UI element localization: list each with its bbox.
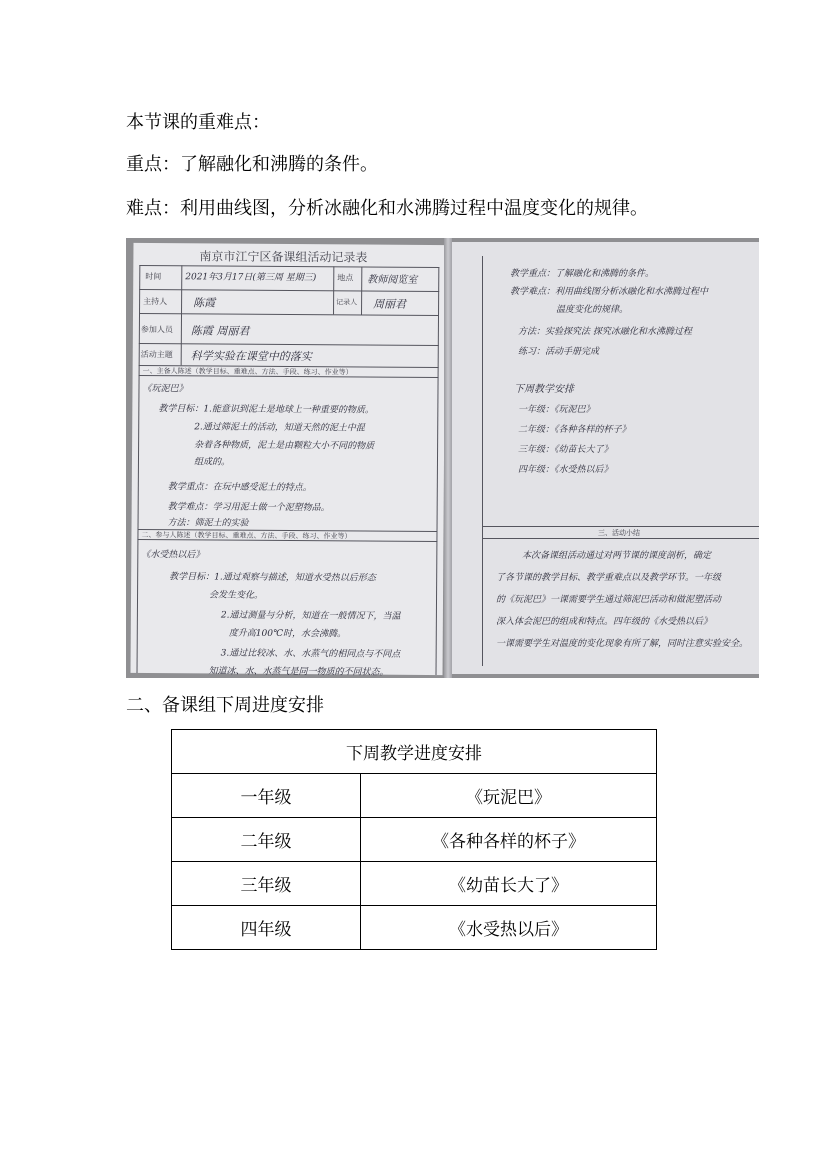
- form-section3: 三、活动小结: [598, 529, 640, 537]
- hand-line: 一年级：《玩泥巴》: [518, 405, 595, 415]
- hand-line: 深入体会泥巴的组成和特点。四年级的《水受热以后》: [496, 617, 713, 627]
- theme-label: 活动主题: [140, 349, 173, 360]
- form-section2: 二、参与人陈述（教学目标、重难点、方法、手段、练习、作业等）: [141, 530, 352, 541]
- hand-line: 三年级：《幼苗长大了》: [518, 445, 613, 455]
- hand-line: 的《玩泥巴》一课需要学生通过筛泥巴活动和做泥塑活动: [496, 595, 722, 605]
- table-row: [172, 862, 657, 906]
- key-point-text: 重点：了解融化和沸腾的条件。: [126, 154, 378, 175]
- lesson-cell: 《水受热以后》: [361, 906, 657, 950]
- hand-line: 教学重点：在玩中感受泥土的特点。: [167, 482, 312, 494]
- hand-line: 会发生变化。: [209, 590, 264, 601]
- hand-line: 教学重点：了解融化和沸腾的条件。: [510, 269, 655, 279]
- hand-line: 练习：活动手册完成: [518, 347, 600, 357]
- time-label: 时间: [145, 271, 162, 282]
- hand-line: 2.通过测量与分析，知道在一般情况下，当温: [220, 610, 401, 622]
- host-label: 主持人: [143, 296, 168, 307]
- hand-line: 教学目标：1.能意识到泥土是地球上一种重要的物质。: [158, 404, 374, 416]
- recorder-value: 周丽君: [373, 297, 407, 311]
- book-gutter: [444, 238, 452, 678]
- hand-line: 教学难点：利用曲线图分析冰融化和水沸腾过程中: [510, 287, 709, 297]
- form-right-page: [452, 242, 759, 674]
- form-section1: 一、主备人陈述（教学目标、重难点、方法、手段、练习、作业等）: [142, 366, 353, 377]
- hand-line: 本次备课组活动通过对两节课的课度剖析，确定: [522, 551, 712, 561]
- hand-line: 二年级：《各种各样的杯子》: [518, 425, 631, 435]
- hand-line: 四年级：《水受热以后》: [518, 465, 613, 475]
- host-value: 陈霞: [193, 296, 216, 310]
- hand-line: 3.通过比较冰、水、水蒸气的相同点与不同点: [220, 648, 401, 660]
- difficulty-text: 难点：利用曲线图，分析冰融化和水沸腾过程中温度变化的规律。: [126, 198, 648, 219]
- grade-cell: 三年级: [172, 862, 361, 906]
- attend-label: 参加人员: [140, 324, 173, 335]
- hand-line: 方法：实验探究法 探究冰融化和水沸腾过程: [518, 327, 692, 337]
- time-value: 2021年3月17日(第三周 星期三): [185, 272, 317, 284]
- theme-value: 科学实验在课堂中的落实: [190, 349, 312, 364]
- hand-line: 知道冰、水、水蒸气是同一物质的不同状态。: [208, 666, 389, 678]
- record-form-photo: [126, 238, 759, 678]
- recorder-label: 记录人: [336, 298, 358, 307]
- hand-line: 教学目标：1.通过观察与描述，知道水受热以后形态: [169, 572, 376, 584]
- hand-line: 组成的。: [193, 457, 231, 468]
- schedule-table: [171, 729, 657, 950]
- hand-line: 了各节课的教学目标、教学重难点以及教学环节。一年级: [496, 573, 722, 583]
- grade-cell: 四年级: [172, 906, 361, 950]
- section-next-week: 二、备课组下周进度安排: [126, 695, 324, 716]
- place-value: 教师阅览室: [367, 274, 418, 286]
- lesson-cell: 《幼苗长大了》: [361, 862, 657, 906]
- form-title: 南京市江宁区备课组活动记录表: [199, 249, 368, 265]
- hand-line: 下周教学安排: [514, 384, 574, 395]
- table-header: 下周教学进度安排: [172, 730, 657, 774]
- hand-line: 方法：筛泥土的实验: [167, 518, 249, 529]
- hand-line: 度升高100℃时，水会沸腾。: [228, 628, 347, 640]
- lesson-cell: 《各种各样的杯子》: [361, 818, 657, 862]
- hand-line: 2.通过筛泥土的活动，知道天然的泥土中混: [194, 422, 365, 434]
- table-row: [172, 774, 657, 818]
- hand-line: 温度变化的规律。: [556, 305, 629, 315]
- heading-key-points: 本节课的重难点：: [126, 112, 270, 133]
- hand-line: 教学难点：学习用泥土做一个泥塑物品。: [167, 502, 330, 514]
- table-header-row: [172, 730, 657, 774]
- attend-value: 陈霞 周丽君: [190, 324, 250, 338]
- lesson-cell: 《玩泥巴》: [361, 774, 657, 818]
- hand-line: 杂着各种物质，泥土是由颗粒大小不同的物质: [194, 440, 375, 452]
- grade-cell: 二年级: [172, 818, 361, 862]
- hand-line: 《水受热以后》: [141, 549, 205, 561]
- table-row: [172, 818, 657, 862]
- hand-line: 《玩泥巴》: [142, 383, 188, 395]
- grade-cell: 一年级: [172, 774, 361, 818]
- place-label: 地点: [337, 273, 354, 283]
- table-row: [172, 906, 657, 950]
- hand-line: 一课需要学生对温度的变化现象有所了解，同时注意实验安全。: [496, 639, 749, 649]
- form-left-page: [131, 243, 446, 678]
